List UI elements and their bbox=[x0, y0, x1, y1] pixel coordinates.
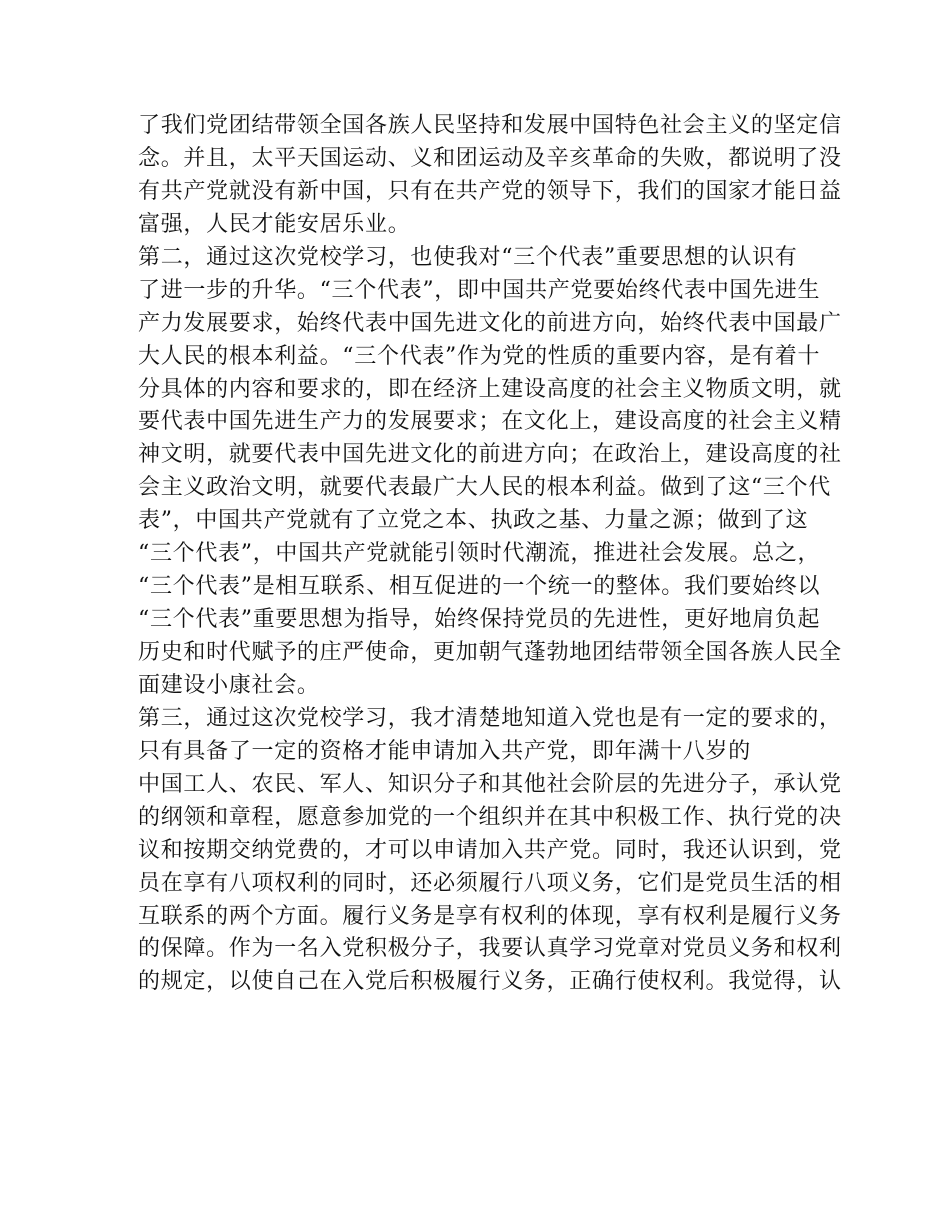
text-line: 有共产党就没有新中国，只有在共产党的领导下，我们的国家才能日益 bbox=[138, 178, 842, 204]
text-line: “三个代表”是相互联系、相互促进的一个统一的整体。我们要始终以 bbox=[138, 574, 821, 600]
text-line: 分具体的内容和要求的，即在经济上建设高度的社会主义物质文明，就 bbox=[138, 376, 842, 402]
text-line: 议和按期交纳党费的，才可以申请加入共产党。同时，我还认识到，党 bbox=[138, 837, 842, 863]
text-line: 表”，中国共产党就有了立党之本、执政之基、力量之源；做到了这 bbox=[138, 508, 809, 534]
text-line: “三个代表”重要思想为指导，始终保持党员的先进性，更好地肩负起 bbox=[138, 607, 821, 633]
text-line: 大人民的根本利益。“三个代表”作为党的性质的重要内容，是有着十 bbox=[138, 343, 821, 369]
text-line: 第三，通过这次党校学习，我才清楚地知道入党也是有一定的要求的， bbox=[138, 705, 842, 731]
text-line: 要代表中国先进生产力的发展要求；在文化上，建设高度的社会主义精 bbox=[138, 409, 842, 435]
text-line: 第二，通过这次党校学习，也使我对“三个代表”重要思想的认识有 bbox=[138, 244, 798, 270]
text-line: 了我们党团结带领全国各族人民坚持和发展中国特色社会主义的坚定信 bbox=[138, 113, 842, 138]
text-line: 只有具备了一定的资格才能申请加入共产党，即年满十八岁的 bbox=[138, 738, 751, 764]
text-line: 了进一步的升华。“三个代表”，即中国共产党要始终代表中国先进生 bbox=[138, 277, 821, 303]
text-line: “三个代表”，中国共产党就能引领时代潮流，推进社会发展。总之， bbox=[138, 541, 821, 567]
text-line: 会主义政治文明，就要代表最广大人民的根本利益。做到了这“三个代 bbox=[138, 475, 831, 501]
text-line: 产力发展要求，始终代表中国先进文化的前进方向，始终代表中国最广 bbox=[138, 310, 842, 336]
text-line: 面建设小康社会。 bbox=[138, 672, 320, 698]
text-line: 历史和时代赋予的庄严使命，更加朝气蓬勃地团结带领全国各族人民全 bbox=[138, 640, 842, 665]
text-line: 神文明，就要代表中国先进文化的前进方向；在政治上，建设高度的社 bbox=[138, 442, 842, 468]
text-line: 念。并且，太平天国运动、义和团运动及辛亥革命的失败，都说明了没 bbox=[138, 145, 842, 171]
text-line: 互联系的两个方面。履行义务是享有权利的体现，享有权利是履行义务 bbox=[138, 903, 842, 929]
body-text bbox=[138, 110, 842, 999]
text-line: 富强，人民才能安居乐业。 bbox=[138, 211, 411, 237]
text-line: 的规定，以使自己在入党后积极履行义务，正确行使权利。我觉得，认 bbox=[138, 969, 842, 995]
text-line: 中国工人、农民、军人、知识分子和其他社会阶层的先进分子，承认党 bbox=[138, 771, 842, 797]
text-line: 员在享有八项权利的同时，还必须履行八项义务，它们是党员生活的相 bbox=[138, 870, 842, 896]
text-line: 的纲领和章程，愿意参加党的一个组织并在其中积极工作、执行党的决 bbox=[138, 804, 842, 830]
text-line: 的保障。作为一名入党积极分子，我要认真学习党章对党员义务和权利 bbox=[138, 936, 842, 962]
